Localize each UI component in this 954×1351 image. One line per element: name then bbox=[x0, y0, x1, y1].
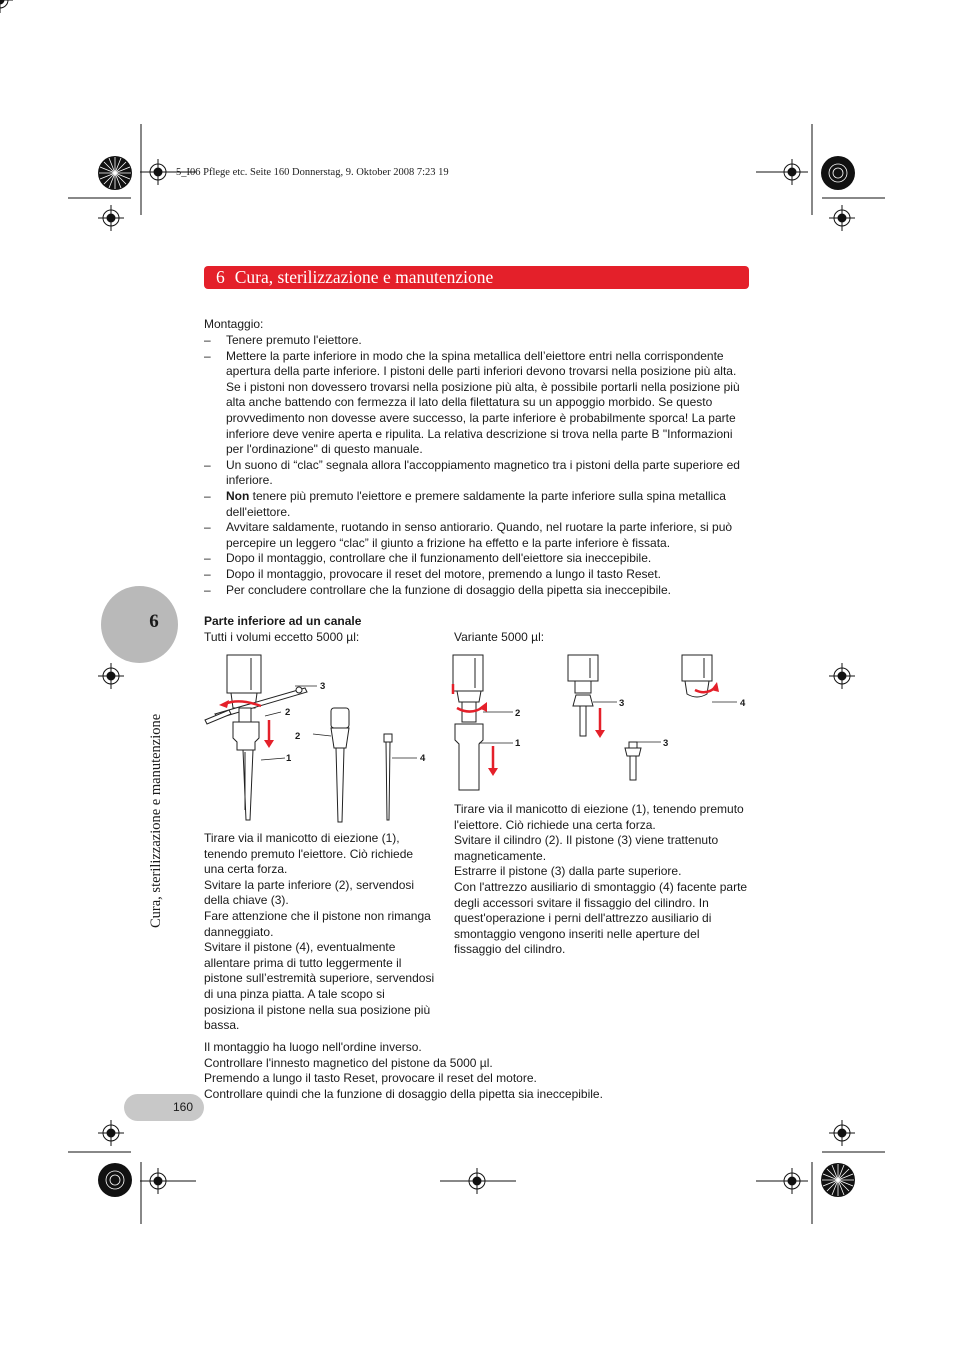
left-illustration bbox=[195, 650, 445, 830]
figure-label: 1 bbox=[515, 738, 521, 749]
figure-label: 4 bbox=[740, 698, 746, 709]
figure-label: 2 bbox=[515, 708, 521, 719]
figure-label: 1 bbox=[286, 753, 292, 764]
figure-label: 2 bbox=[285, 707, 291, 718]
paragraph: Fare attenzione che il pistone non rimanga danneggiato. bbox=[204, 908, 431, 939]
emphasis-non: Non bbox=[226, 488, 250, 503]
figure-label: 3 bbox=[619, 698, 625, 709]
list-item: – Dopo il montaggio, controllare che il funzionamento dell'eiettore sia ineccepibile. bbox=[204, 551, 752, 567]
right-description bbox=[454, 802, 749, 958]
paragraph: Il montaggio ha luogo nell'ordine inverso. bbox=[204, 1040, 422, 1054]
list-item: – Tenere premuto l'eiettore. bbox=[204, 333, 752, 349]
list-item: – Mettere la parte inferiore in modo che la spina metallica dell’eiettore entri nella corrispondente apertura della parte inferiore. I pistoni delle parti inferiori devono trovarsi nella posizione più alta. Se i pistoni non dovessero trovarsi nella posizione più alta, è possibile portarli nella posizione più alta anche battendo con fermezza il lato della filettatura su un appoggio morbido. Se questo provvedimento non dovesse avere successo, la parte inferiore è probabilmente sporca! La parte inferiore deve venire aperta e ripulita. La relativa descrizione si trova nella parte B "Informazioni per l'ordinazione" di questo manuale. bbox=[204, 349, 752, 458]
list-item: – Per concludere controllare che la funzione di dosaggio della pipetta sia ineccepibile. bbox=[204, 583, 752, 599]
paragraph: Tirare via il manicotto di eiezione (1), tenendo premuto l'eiettore. Ciò richiede una certa forza. bbox=[454, 802, 744, 832]
paragraph: Svitare la parte inferiore (2), servendosi della chiave (3). bbox=[204, 877, 415, 908]
print-header: 5_I06 Pflege etc. Seite 160 Donnerstag, 9. Oktober 2008 7:23 19 bbox=[176, 167, 449, 178]
paragraph: Tirare via il manicotto di eiezione (1), tenendo premuto l'eiettore. Ciò richiede una certa forza. bbox=[204, 831, 414, 877]
left-figure-caption: Tutti i volumi eccetto 5000 µl: bbox=[204, 630, 360, 644]
montaggio-steps bbox=[204, 333, 752, 598]
paragraph: Controllare l'innesto magnetico del pistone da 5000 µl. bbox=[204, 1055, 493, 1070]
list-item: – Dopo il montaggio, provocare il reset del motore, premendo a lungo il tasto Reset. bbox=[204, 567, 752, 583]
conclusion bbox=[204, 1040, 752, 1102]
side-tab-number: 6 bbox=[149, 611, 159, 632]
paragraph: Premendo a lungo il tasto Reset, provocare il reset del motore. bbox=[204, 1071, 537, 1086]
montaggio-intro: Montaggio: bbox=[204, 317, 264, 331]
paragraph: Svitare il pistone (4), eventualmente allentare prima di tutto leggermente il pistone sull’estremità superiore, servendosi di una pinza piatta. A tale scopo si posiziona il pistone nella sua posizione più bassa. bbox=[204, 940, 435, 1033]
section-title: Parte inferiore ad un canale bbox=[204, 614, 362, 628]
chapter-title: Cura, sterilizzazione e manutenzione bbox=[234, 267, 494, 287]
right-illustration bbox=[445, 650, 755, 800]
figure-label: 3 bbox=[663, 738, 669, 749]
paragraph: Con l'attrezzo ausiliario di smontaggio (4) facente parte degli accessori svitare il fissaggio del cilindro. In quest'operazione i perni dell'attrezzo ausiliario di smontaggio vengono inseriti nelle aperture del fissaggio del cilindro. bbox=[454, 879, 748, 957]
list-item: – Un suono di “clac” segnala allora l'accoppiamento magnetico tra i pistoni della parte superiore ed inferiore. bbox=[204, 458, 752, 489]
left-description bbox=[204, 831, 436, 1034]
list-item bbox=[204, 489, 752, 520]
paragraph: Estrarre il pistone (3) dalla parte superiore. bbox=[454, 864, 682, 879]
paragraph: Svitare il cilindro (2). Il pistone (3) viene trattenuto magneticamente. bbox=[454, 833, 719, 863]
chapter-heading bbox=[204, 266, 749, 289]
right-figure-caption: Variante 5000 µl: bbox=[454, 630, 545, 644]
figure-label: 4 bbox=[420, 753, 426, 764]
figure-label: 3 bbox=[320, 681, 326, 692]
list-item-text: tenere più premuto l'eiettore e premere saldamente la parte inferiore sulla spina metallica dell'eiettore. bbox=[226, 488, 726, 519]
chapter-number: 6 bbox=[216, 267, 225, 287]
side-chapter-title-text: Cura, sterilizzazione e manutenzione bbox=[148, 713, 164, 928]
paragraph: Controllare quindi che la funzione di dosaggio della pipetta sia ineccepibile. bbox=[204, 1086, 603, 1101]
page-number: 160 bbox=[172, 1100, 193, 1114]
list-item: – Avvitare saldamente, ruotando in senso antiorario. Quando, nel ruotare la parte inferiore, si può percepire un leggero “clac” il giunto a frizione ha effetto e la parte inferiore è fissata. bbox=[204, 520, 752, 551]
figure-label: 2 bbox=[295, 731, 301, 742]
